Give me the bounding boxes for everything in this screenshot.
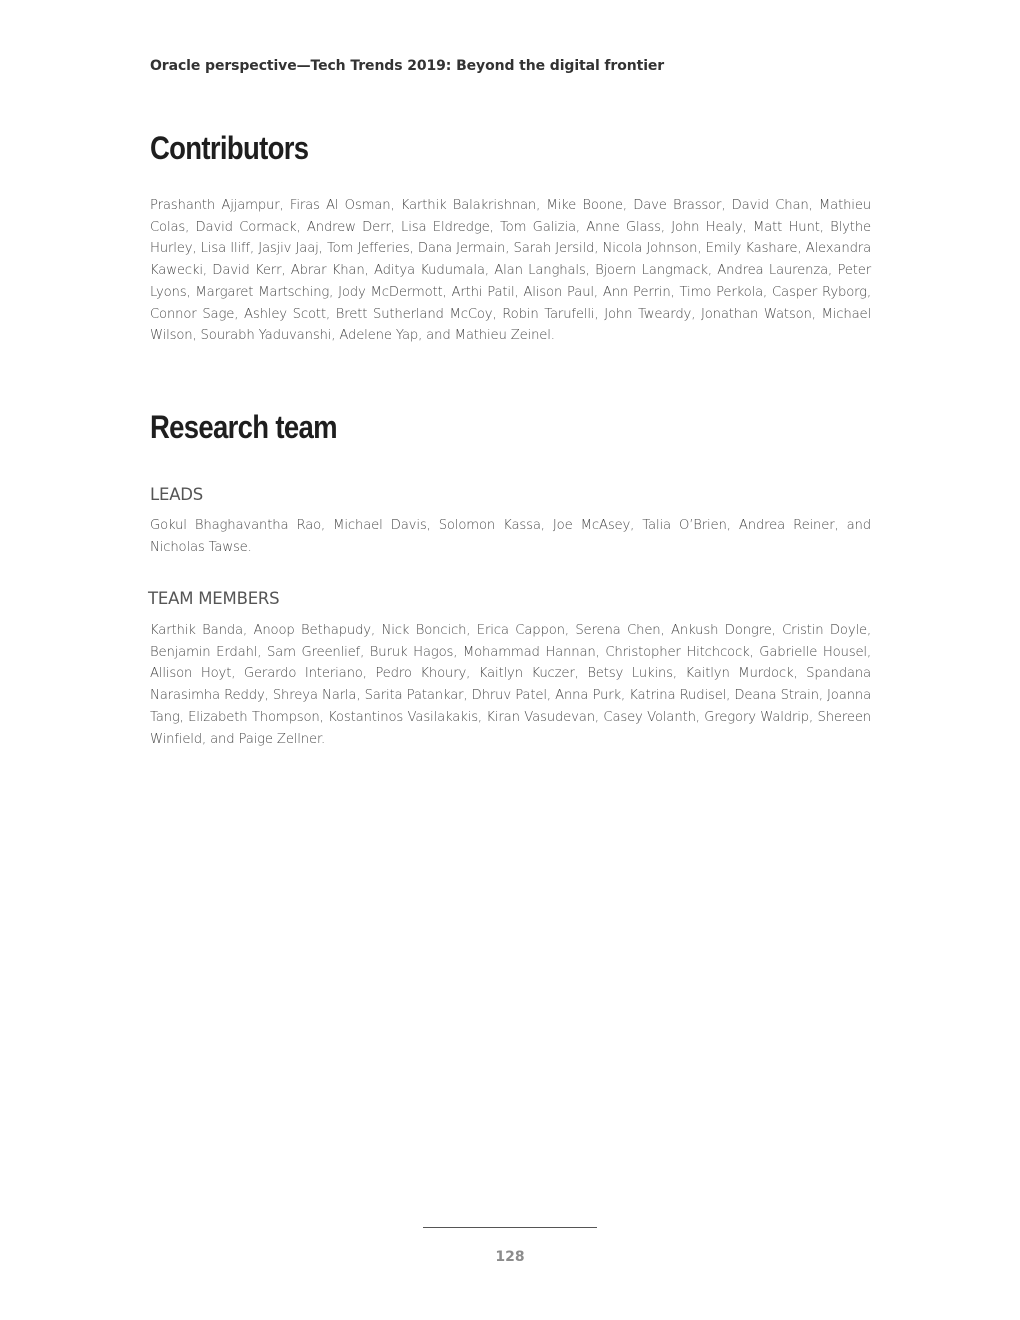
running-header: Oracle perspective—Tech Trends 2019: Beyond the digital frontier — [150, 58, 665, 74]
team-members-list: Karthik Banda, Anoop Bethapudy, Nick Boncich, Erica Cappon, Serena Chen, Ankush Dongre, Cristin Doyle, Benjamin Erdahl, Sam Greenlief, Buruk Hagos, Mohammad Hannan, Christopher Hitchcock, Gabrielle Housel, Allison Hoyt, Gerardo Interiano, Pedro Khoury, Kaitlyn Kuczer, Betsy Lukins, Kaitlyn Murdock, Spandana Narasimha Reddy, Shreya Narla, Sarita Patankar, Dhruv Patel, Anna Purk, Katrina Rudisel, Deana Strain, Joanna Tang, Elizabeth Thompson, Kostantinos Vasilakakis, Kiran Vasudevan, Casey Volanth, Gregory Waldrip, Shereen Winfield, and Paige Zellner. — [150, 623, 871, 747]
page-number: 128 — [495, 1249, 525, 1265]
team-members-heading: TEAM MEMBERS — [148, 589, 280, 608]
research-team-title: Research team — [150, 409, 337, 445]
footer-divider — [423, 1227, 597, 1228]
contributors-list: Prashanth Ajjampur, Firas Al Osman, Karthik Balakrishnan, Mike Boone, Dave Brassor, David Chan, Mathieu Colas, David Cormack, Andrew Derr, Lisa Eldredge, Tom Galizia, Anne Glass, John Healy, Matt Hunt, Blythe Hurley, Lisa Iliff, Jasjiv Jaaj, Tom Jefferies, Dana Jermain, Sarah Jersild, Nicola Johnson, Emily Kashare, Alexandra Kawecki, David Kerr, Abrar Khan, Aditya Kudumala, Alan Langhals, Bjoern Langmack, Andrea Laurenza, Peter Lyons, Margaret Martsching, Jody McDermott, Arthi Patil, Alison Paul, Ann Perrin, Timo Perkola, Casper Ryborg, Connor Sage, Ashley Scott, Brett Sutherland McCoy, Robin Tarufelli, John Tweardy, Jonathan Watson, Michael Wilson, Sourabh Yaduvanshi, Adelene Yap, and Mathieu Zeinel. — [150, 198, 871, 344]
leads-list: Gokul Bhaghavantha Rao, Michael Davis, Solomon Kassa, Joe McAsey, Talia O’Brien, Andrea Reiner, and Nicholas Tawse. — [150, 518, 871, 555]
contributors-title: Contributors — [150, 130, 309, 166]
leads-heading: LEADS — [150, 485, 204, 504]
